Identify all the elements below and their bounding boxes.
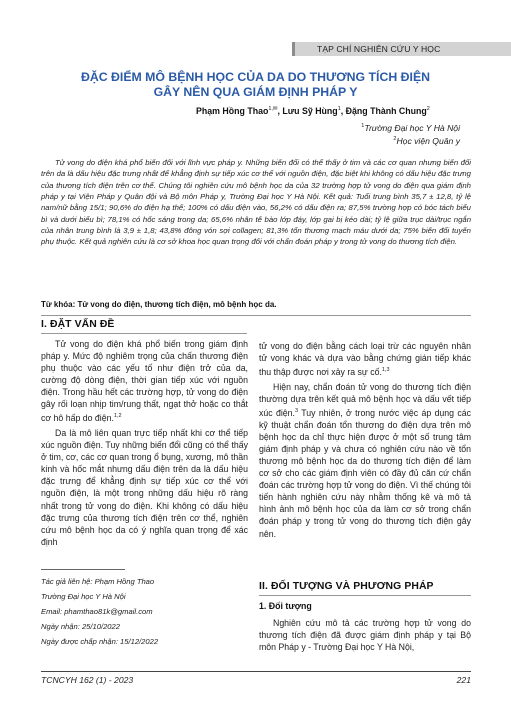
methods-paragraph-1: Nghiên cứu mô tả các trường hợp tử vong do thương tích điện đã được giám định pháp y tại Bộ môn Pháp y - Trường Đại học Y Hà Nội, [259,618,471,653]
author-list [196,106,430,116]
section-2-underline [259,595,471,596]
author-2-affiliation: 1 [337,106,341,113]
affiliation-1 [361,123,460,133]
accepted-date: Ngày được chấp nhận: 15/12/2022 [41,637,159,646]
contact-author: Tác giả liên hệ: Phạm Hồng Thao [41,577,155,586]
article-title [30,70,481,100]
journal-header-label: TẠP CHÍ NGHIÊN CỨU Y HỌC [292,42,511,56]
keywords: Từ khóa: Tử vong do điện, thương tích điện, mô bệnh học da. [41,300,277,309]
article-title-line-1: ĐẶC ĐIỂM MÔ BỆNH HỌC CỦA DA DO THƯƠNG TÍCH ĐIỆN [80,70,431,84]
author-1-affiliation: 1,✉ [268,106,278,113]
contact-institution: Trường Đại học Y Hà Nội [41,592,126,601]
intro-paragraph-3-citation: 1,3 [381,367,390,374]
section-1-underline [41,333,247,334]
left-column [41,338,248,548]
affiliation-2 [393,136,460,146]
affiliation-1-name: Trường Đại học Y Hà Nội [364,123,460,133]
intro-paragraph-4-text-a: Hiện nay, chẩn đoán tử vong do thương tích điện thường dựa trên kết quả mô bệnh học và dấu vết tiếp xúc điện. [259,382,471,419]
intro-paragraph-1 [41,338,248,424]
methods-column [259,617,471,653]
abstract: Tử vong do điện khá phổ biến đối với lĩnh vực pháp y. Những biến đổi có thể thấy ở tim và các cơ quan nhưng biến đổi trên da là dấu hiệu đặc trưng nhất để khẳng định sự tiếp xúc cơ thể với nguồn điện, đặc biệt khi không có dấu hiệu đặc trưng của thương tích điện trên cơ thể. Chúng tôi nghiên cứu mô bệnh học da của 32 trường hợp tử vong do điện qua giám định pháp y tại Viện Pháp y Quân đội và Bộ môn Pháp y, Trường Đại học Y Hà Nội. Kết quả: Tuổi trung bình 35,7 ± 12,8, tỷ lệ nam/nữ bằng 15/1; 90,6% do điện hạ thế; 100% có dấu điện vào, 56,2% có dấu điện ra; 87,5% trường hợp có bóc tách biểu bì và dưới biểu bì; 78,1% có hốc sáng trong da; 65,6% nhân tế bào lớp đáy, lớp gai bị kéo dài; tỷ lệ giữa trục dài/trục ngắn của nhân trung bình là 3,9 ± 1,8; 43,8% đông vón sợi collagen; 81,3% tổn thương mạch máu dưới da; 75% biến đổi tuyến phụ thuộc. Kết quả nghiên cứu là cơ sở khoa học quan trọng đối với chẩn đoán pháp y trong tử vong do thương tích điện. [41,158,471,247]
page-number: 221 [456,675,471,685]
intro-paragraph-3 [259,340,471,378]
intro-paragraph-2: Da là mô liên quan trực tiếp nhất khi cơ thể tiếp xúc nguồn điện. Tuy những biến đổi cũng có thể thấy ở tim, cơ, các cơ quan trong ổ bụng, xương, mô thần kinh và hốc mắt nhưng dấu điện trên da là dấu hiệu đặc trưng để khẳng định sự tiếp xúc cơ thể với nguồn điện, là một trong những dấu hiệu rõ ràng nhất trong tử vong do điện. Khi không có dấu hiệu đặc trưng của thương tích điện trên cơ thể, nghiên cứu mô bệnh học da có ý nghĩa quan trọng để xác định [41,428,248,547]
author-2: , Lưu Sỹ Hùng [277,106,338,116]
author-3: , Đặng Thành Chung [340,106,427,116]
received-date: Ngày nhận: 25/10/2022 [41,622,120,631]
author-1: Phạm Hồng Thao [196,106,269,116]
footer-divider [41,671,471,672]
right-column [259,340,471,540]
contact-email: Email: phamthao81k@gmail.com [41,607,153,616]
footnote-divider [41,569,125,570]
affiliation-1-number: 1 [361,123,365,130]
intro-paragraph-4 [259,381,471,540]
intro-paragraph-1-text: Tử vong do điện khá phổ biến trong giám định pháp y. Mức độ nghiêm trọng của chấn thương điện phụ thuộc vào các yếu tố như điện trở của da, cường độ dòng điện, thời gian tiếp xúc với nguồn điện. Trong hầu hết các trường hợp, tử vong do điện gây rối loạn nhịp tim/rung thất, ngạt thở hoặc co thắt cơ hô hấp do điện. [41,339,248,424]
section-2-heading: II. ĐỐI TƯỢNG VÀ PHƯƠNG PHÁP [259,581,434,592]
affiliation-2-name: Học viện Quân y [396,136,460,146]
intro-paragraph-4-text-b: Tuy nhiên, ở trong nước việc áp dụng các kỹ thuật chẩn đoán tổn thương do điện dựa trên mô bệnh học da chỉ thực hiện được ở một số trung tâm giám định pháp y và chưa có nghiên cứu nào về tổn thương mô bệnh học da do thương tích điện để làm cơ sở cho các giám định viên có đầy đủ căn cứ chẩn đoán các trường hợp tử vong do điện. Vì thế chúng tôi tiến hành nghiên cứu này nhằm thống kê và mô tả hình ảnh mô bệnh học của da làm cơ sở trong chẩn đoán pháp y trong tử vong do thương tích điện gây nên. [259,408,472,539]
section-1-heading: I. ĐẶT VẤN ĐỀ [41,319,115,330]
footer-journal-issue: TCNCYH 162 (1) - 2023 [41,675,134,685]
divider [41,315,471,316]
intro-paragraph-4-citation: 3 [294,408,299,415]
author-3-affiliation: 2 [426,106,430,113]
intro-paragraph-3-text: tử vong do điện bằng cách loại trừ các nguyên nhân tử vong khác và dựa vào bằng chứng gián tiếp khác thu thập được nơi xảy ra sự cố. [259,341,471,377]
subsection-1-heading: 1. Đối tượng [259,601,312,611]
intro-paragraph-1-citation: 1,2 [113,413,122,420]
affiliation-2-number: 2 [393,136,397,143]
article-title-line-2: GÂY NÊN QUA GIÁM ĐỊNH PHÁP Y [153,85,358,99]
